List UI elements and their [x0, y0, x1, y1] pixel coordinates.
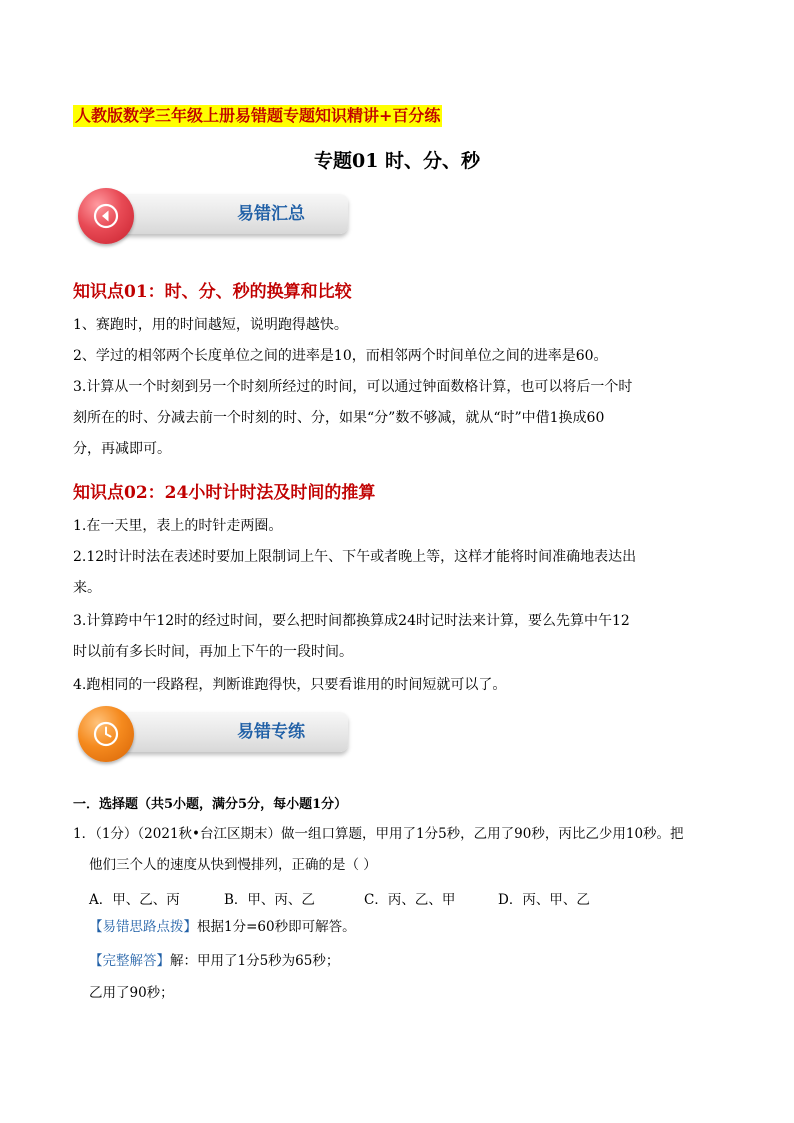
- question-1-line-2: 他们三个人的速度从快到慢排列，正确的是（ ）: [89, 857, 377, 873]
- answer-line: [89, 946, 339, 976]
- kp1-heading: 知识点01：时、分、秒的换算和比较: [73, 282, 352, 302]
- practice-banner-bar: [100, 712, 348, 752]
- answer-text: 解：甲用了1分5秒为65秒；: [170, 953, 340, 969]
- clock-icon: [92, 720, 120, 748]
- answer-tag: 【完整解答】: [89, 953, 170, 969]
- answer-line-2: 乙用了90秒；: [89, 985, 174, 1001]
- kp2-line: 3.计算跨中午12时的经过时间，要么把时间都换算成24时记时法来计算，要么先算中午12: [73, 613, 630, 629]
- option-d: D．丙、甲、乙: [498, 892, 590, 908]
- hint-tag: 【易错思路点拨】: [89, 919, 197, 935]
- hint-text: 根据1分=60秒即可解答。: [197, 919, 356, 935]
- summary-banner: [78, 188, 348, 248]
- kp2-line: 2.12时计时法在表述时要加上限制词上午、下午或者晚上等，这样才能将时间准确地表达出: [73, 549, 637, 565]
- kp1-line: 3.计算从一个时刻到另一个时刻所经过的时间，可以通过钟面数格计算，也可以将后一个时: [73, 379, 633, 395]
- kp2-heading: 知识点02：24小时计时法及时间的推算: [73, 483, 376, 503]
- kp1-line: 刻所在的时、分减去前一个时刻的时、分，如果“分”数不够减，就从“时”中借1换成60: [73, 410, 605, 426]
- kp1-line: 分，再减即可。: [73, 441, 171, 457]
- series-title: 人教版数学三年级上册易错题专题知识精讲+百分练: [75, 106, 441, 125]
- practice-banner: [78, 706, 348, 766]
- summary-banner-label: 易错汇总: [237, 204, 305, 224]
- kp2-line: 1.在一天里，表上的时针走两圈。: [73, 518, 283, 534]
- option-b: B．甲、丙、乙: [224, 892, 315, 908]
- question-1-line-1: 1．（1分）（2021秋•台江区期末）做一组口算题，甲用了1分5秒，乙用了90秒，丙比乙少用10秒。把: [73, 826, 684, 842]
- summary-badge: [78, 188, 134, 244]
- kp2-line: 时以前有多长时间，再加上下午的一段时间。: [73, 644, 353, 660]
- practice-badge: [78, 706, 134, 762]
- practice-banner-label: 易错专练: [237, 722, 305, 742]
- hint-line: [89, 912, 356, 942]
- summary-banner-bar: [100, 194, 348, 234]
- option-c: C．丙、乙、甲: [364, 892, 456, 908]
- exercise-section-title: 一．选择题（共5小题，满分5分，每小题1分）: [73, 797, 348, 812]
- option-a: A．甲、乙、丙: [89, 892, 180, 908]
- back-arrow-icon: [92, 202, 120, 230]
- kp2-line: 4.跑相同的一段路程，判断谁跑得快，只要看谁用的时间短就可以了。: [73, 677, 507, 693]
- kp1-line: 1、赛跑时，用的时间越短，说明跑得越快。: [73, 317, 348, 333]
- topic-title: 专题01 时、分、秒: [313, 150, 481, 172]
- kp1-line: 2、学过的相邻两个长度单位之间的进率是10，而相邻两个时间单位之间的进率是60。: [73, 348, 608, 364]
- kp2-line: 来。: [73, 580, 101, 596]
